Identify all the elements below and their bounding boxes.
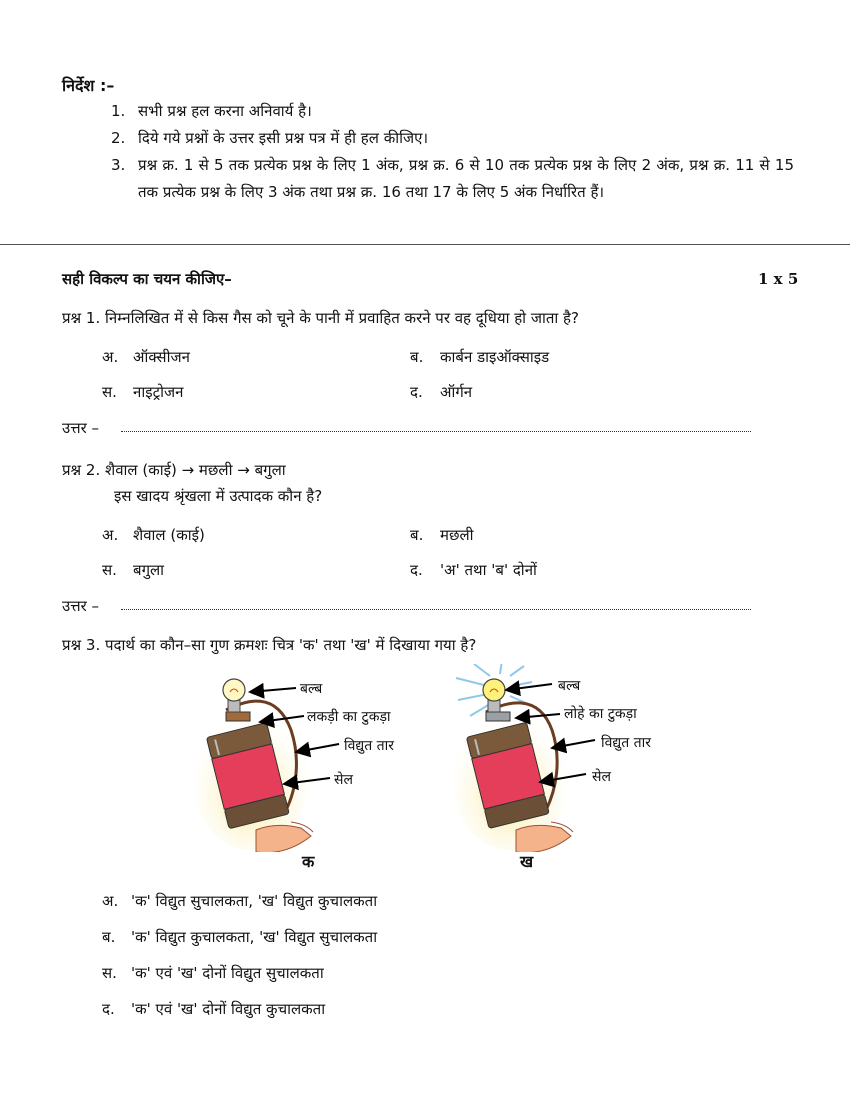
- question-1-text: प्रश्न 1. निम्नलिखित में से किस गैस को चूने के पानी में प्रवाहित करने पर वह दूधिया हो जाता है?: [62, 309, 579, 327]
- option-text: नाइट्रोजन: [133, 383, 184, 401]
- question-3-text: प्रश्न 3. पदार्थ का कौन–सा गुण क्रमशः चित्र 'क' तथा 'ख' में दिखाया गया है?: [62, 636, 477, 654]
- figure-a-caption: क: [302, 852, 315, 871]
- answer-line[interactable]: [121, 609, 751, 610]
- question-2-text: प्रश्न 2. शैवाल (काई) → मछली → बगुला: [62, 461, 286, 479]
- instructions-heading: निर्देश :–: [62, 76, 115, 95]
- section-title: सही विकल्प का चयन कीजिए–: [62, 270, 232, 288]
- section-divider: [0, 244, 850, 245]
- option-text: शैवाल (काई): [133, 526, 205, 544]
- option-label: द.: [102, 1000, 115, 1018]
- figure-b-caption: ख: [520, 852, 534, 871]
- instruction-item: प्रश्न क्र. 1 से 5 तक प्रत्येक प्रश्न के लिए 1 अंक, प्रश्न क्र. 6 से 10 तक प्रत्येक प्रश्न के लिए 2 अंक, प्रश्न क्र. 11 से 15 तक प्रत्येक प्रश्न के लिए 3 अंक तथा प्रश्न क्र. 16 तथा 17 के लिए 5 अंक निर्धारित हैं।: [138, 156, 794, 201]
- option-text: 'अ' तथा 'ब' दोनों: [440, 561, 537, 579]
- instruction-item: दिये गये प्रश्नों के उत्तर इसी प्रश्न पत्र में ही हल कीजिए।: [138, 129, 429, 147]
- option-text: ऑर्गन: [440, 383, 473, 401]
- answer-line[interactable]: [121, 431, 751, 432]
- option-text: 'क' एवं 'ख' दोनों विद्युत सुचालकता: [131, 964, 324, 982]
- instruction-number: 2.: [111, 129, 126, 147]
- option-text: ऑक्सीजन: [133, 348, 190, 366]
- option-text: बगुला: [133, 561, 165, 579]
- option-label: ब.: [410, 526, 424, 544]
- figure-b-wire-label: विद्युत तार: [601, 735, 651, 751]
- figure-b-cell-label: सेल: [592, 769, 611, 785]
- option-label: अ.: [102, 348, 119, 366]
- option-label: अ.: [102, 892, 119, 910]
- figure-a-cell-label: सेल: [334, 772, 353, 788]
- instruction-number: 3.: [111, 156, 126, 174]
- figure-b-bulb-label: बल्ब: [558, 678, 581, 694]
- figure-a-piece-label: लकड़ी का टुकड़ा: [307, 709, 391, 725]
- instruction-item: सभी प्रश्न हल करना अनिवार्य है।: [138, 102, 312, 120]
- section-marks: 1 x 5: [758, 270, 799, 288]
- instruction-number: 1.: [111, 102, 126, 120]
- option-text: 'क' विद्युत सुचालकता, 'ख' विद्युत कुचालकता: [131, 892, 378, 910]
- option-label: स.: [102, 964, 117, 982]
- answer-label: उत्तर –: [62, 419, 99, 437]
- option-label: ब.: [410, 348, 424, 366]
- option-text: कार्बन डाइऑक्साइड: [440, 348, 550, 366]
- option-label: अ.: [102, 526, 119, 544]
- option-text: मछली: [440, 526, 474, 544]
- option-text: 'क' विद्युत कुचालकता, 'ख' विद्युत सुचालकता: [131, 928, 378, 946]
- option-label: द.: [410, 383, 423, 401]
- figure-b-piece-label: लोहे का टुकड़ा: [564, 706, 637, 722]
- option-text: 'क' एवं 'ख' दोनों विद्युत कुचालकता: [131, 1000, 326, 1018]
- figure-a-wire-label: विद्युत तार: [344, 738, 394, 754]
- option-label: ब.: [102, 928, 116, 946]
- option-label: स.: [102, 383, 117, 401]
- answer-label: उत्तर –: [62, 597, 99, 615]
- figure-a-bulb-label: बल्ब: [300, 681, 323, 697]
- option-label: स.: [102, 561, 117, 579]
- option-label: द.: [410, 561, 423, 579]
- question-2-subtext: इस खादय श्रृंखला में उत्पादक कौन है?: [114, 487, 323, 505]
